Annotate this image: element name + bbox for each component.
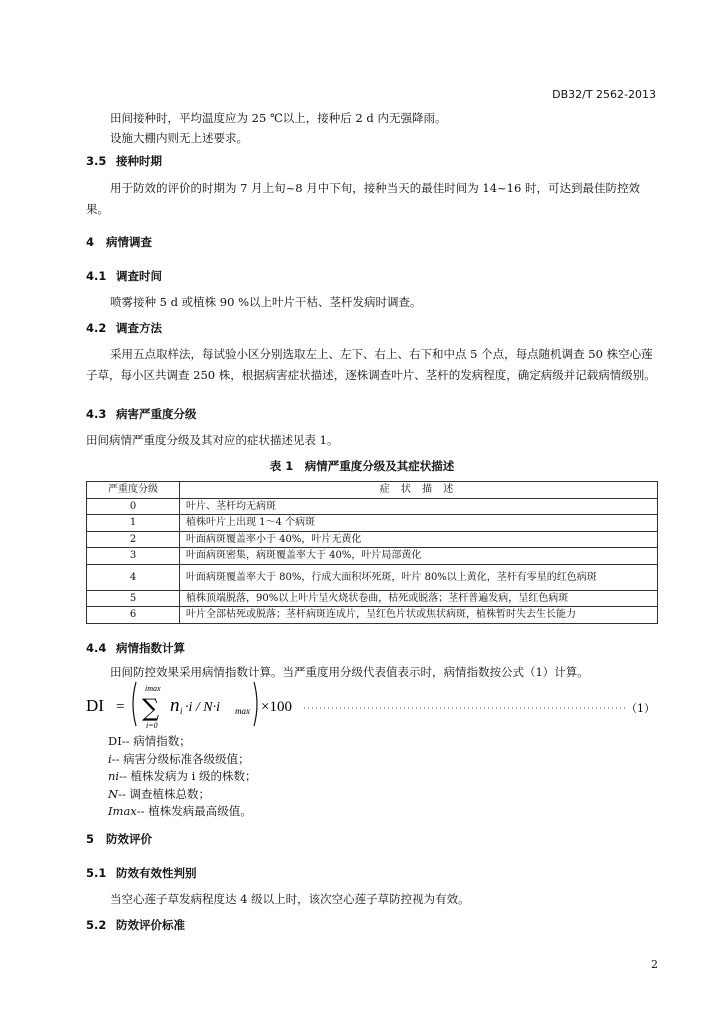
header-severity-level: 严重度分级 [87,482,180,499]
description-cell: 叶面病斑密集，病斑覆盖率大于 40%，叶片局部黄化 [180,548,658,565]
section-5-1-body: 当空心莲子草发病程度达 4 级以上时，该次空心莲子草防控视为有效。 [110,892,470,906]
section-title: 防效评价标准 [116,918,185,932]
level-cell: 0 [87,498,180,515]
section-number: 4.4 [86,641,107,655]
definition-symbol: i [108,751,112,766]
definition-text: -- 植株发病为 i 级的株数； [119,769,257,784]
description-cell: 植株叶片上出现 1～4 个病斑 [180,515,658,532]
section-title: 接种时期 [116,154,162,168]
section-4-4-heading [86,640,185,656]
term-n: n [170,695,180,716]
level-cell: 5 [87,590,180,607]
sum-sign: ∑ [142,694,160,722]
top-line-1: 田间接种时，平均温度应为 25 ℃以上，接种后 2 d 内无强降雨。 [110,111,447,125]
section-title: 调查时间 [116,269,162,283]
severity-table [86,481,658,624]
section-title: 防效有效性判别 [116,866,197,880]
term-n-subscript: i [180,706,183,716]
section-number: 4.3 [86,407,107,421]
section-number: 3.5 [86,154,107,168]
definition-symbol: ni [108,769,120,784]
section-4-3-heading [86,406,197,422]
level-cell: 3 [87,548,180,565]
section-title: 病害严重度分级 [116,407,197,421]
disease-index-formula [86,678,662,730]
level-cell: 1 [87,515,180,532]
description-cell: 叶片全部枯死或脱落；茎杆病斑连成片，呈红色片状或焦状病斑，植株暂时失去生长能力 [180,607,658,624]
description-cell: 叶面病斑覆盖率小于 40%，叶片无黄化 [180,531,658,548]
table-row [87,564,658,590]
table-1-caption: 表 1 病情严重度分级及其症状描述 [269,459,455,473]
sum-upper-limit: imax [145,684,161,693]
section-4-2-body: 采用五点取样法，每试验小区分别选取左上、左下、右上、右下和中点 5 个点，每点随机调查 50 株空心莲子草，每小区共调查 250 株，根据病害症状描述，逐株调查叶片、茎杆的发病程度，确定病级并记载病情级别。 [86,347,656,382]
description-cell: 植株顶端脱落，90%以上叶片呈火烧状卷曲，枯死或脱落；茎杆普遍发病，呈红色病斑 [180,590,658,607]
section-4-2-heading [86,320,162,336]
table-row [87,590,658,607]
section-3-5-body: 用于防效的评价的时期为 7 月上旬~8 月中下旬，接种当天的最佳时间为 14~16 时，可达到最佳防控效果。 [86,181,640,216]
section-5-2-heading [86,917,185,933]
definitions-list [108,733,257,821]
term-rest: ·i / N·i [185,700,221,715]
definition-text: -- 植株发病最高级值。 [136,804,252,819]
definition-symbol: N [108,786,119,801]
table-row [87,498,658,515]
section-5-heading [86,831,152,847]
section-number: 4 [86,235,95,249]
section-4-heading [86,234,152,250]
level-cell: 2 [87,531,180,548]
table-row [87,531,658,548]
equation-number: （1） [626,702,655,715]
table-header-row [87,482,658,499]
term-max-subscript: max [235,706,250,716]
section-title: 病情指数计算 [116,641,185,655]
definition-item [108,751,257,769]
section-title: 调查方法 [116,321,162,335]
level-cell: 4 [87,564,180,590]
section-3-5-heading [86,153,162,169]
section-4-3-body: 田间病情严重度分级及其对应的症状描述见表 1。 [86,433,339,447]
header-symptom-description: 症 状 描 述 [180,482,658,499]
section-number: 4.2 [86,321,107,335]
sum-lower-limit: i=0 [146,721,158,730]
table-row [87,548,658,565]
description-cell: 叶面病斑覆盖率大于 80%，行成大面积坏死斑，叶片 80%以上黄化，茎杆有零星的红色病斑 [180,564,658,590]
definition-text: -- 病害分级标准各级级值； [111,751,250,766]
page-number: 2 [651,958,658,971]
section-number: 5.1 [86,866,107,880]
section-title: 病情调查 [106,235,152,249]
definition-item [108,768,257,786]
definition-item [108,803,257,821]
left-paren [133,682,136,726]
definition-item [108,786,257,804]
section-4-1-heading [86,268,162,284]
table-row [87,607,658,624]
formula-lhs: DI [86,696,104,715]
definition-symbol: Imax [108,804,137,819]
definition-symbol: DI [108,734,122,748]
section-4-1-body: 喷雾接种 5 d 或植株 90 %以上叶片干枯、茎杆发病时调查。 [110,295,422,309]
definition-text: -- 病情指数； [121,734,191,748]
section-number: 5.2 [86,918,107,932]
level-cell: 6 [87,607,180,624]
top-line-2: 设施大棚内则无上述要求。 [110,131,248,145]
table-row [87,515,658,532]
definition-item [108,733,257,751]
section-5-1-heading [86,865,197,881]
right-paren [254,682,257,726]
description-cell: 叶片、茎杆均无病斑 [180,498,658,515]
section-number: 5 [86,832,95,846]
section-4-4-body: 田间防控效果采用病情指数计算。当严重度用分级代表值表示时，病情指数按公式（1）计算。 [110,665,589,679]
section-number: 4.1 [86,269,107,283]
document-code-header: DB32/T 2562-2013 [552,88,656,101]
section-title: 防效评价 [106,832,152,846]
definition-text: -- 调查植株总数； [118,786,210,801]
formula-equals: = [116,699,125,715]
formula-times-100: ×100 [261,699,292,715]
